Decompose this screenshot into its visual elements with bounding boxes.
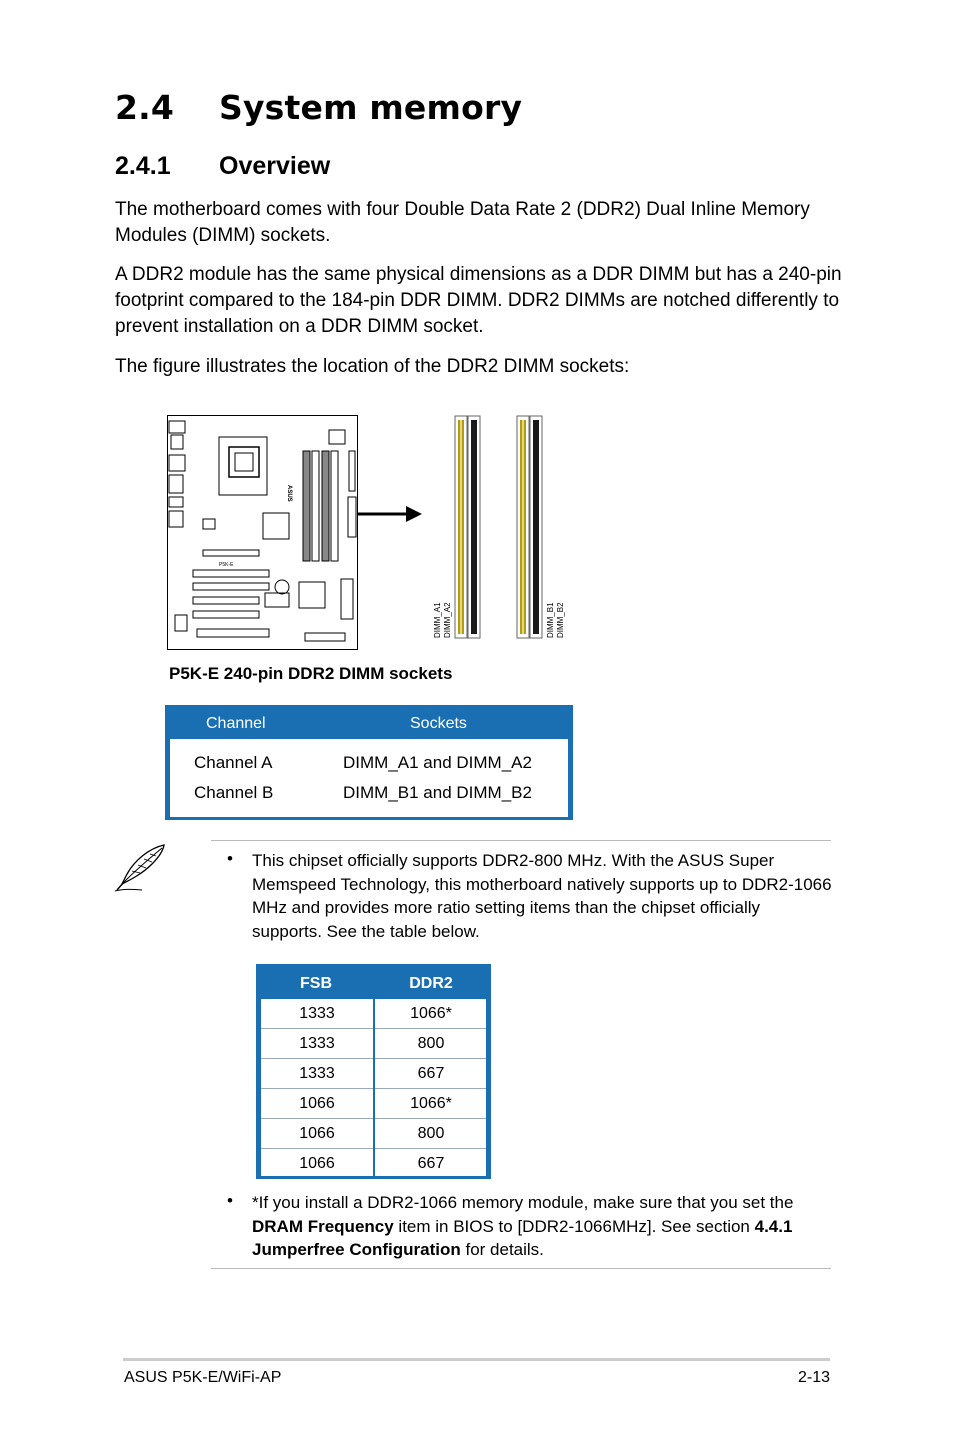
fsb-table-body — [261, 999, 486, 1176]
footer-rule — [123, 1358, 830, 1361]
table-cell: 800 — [417, 1125, 445, 1142]
label-dimm-a1: DIMM_A1 — [433, 602, 442, 638]
fsb-ddr2-table — [256, 964, 491, 1179]
table-cell: Channel A — [194, 753, 273, 772]
note-text-segment: for details. — [460, 1240, 544, 1259]
table-cell: 1333 — [299, 1035, 335, 1052]
paragraph-figure-intro: The figure illustrates the location of the DDR2 DIMM sockets: — [115, 356, 630, 377]
footer-product-name: ASUS P5K-E/WiFi-AP — [124, 1369, 282, 1386]
bullet-marker: • — [227, 849, 233, 868]
subsection-heading — [115, 152, 330, 181]
fsb-table-header — [259, 967, 488, 997]
label-dimm-b1: DIMM_B1 — [546, 602, 555, 638]
slot-dimm-a1 — [455, 416, 467, 638]
table-cell: 667 — [417, 1065, 445, 1082]
feather-pen-icon — [112, 842, 170, 894]
note-item-2 — [252, 1191, 832, 1262]
slot-dimm-b2 — [530, 416, 542, 638]
section-number: 2.4 — [115, 88, 175, 127]
table-cell: 1333 — [299, 1065, 335, 1082]
table-cell: DIMM_A1 and DIMM_A2 — [343, 753, 532, 772]
label-dimm-a2: DIMM_A2 — [443, 602, 452, 638]
table-cell: Channel B — [194, 783, 274, 802]
table-cell: 800 — [417, 1035, 445, 1052]
board-model-label: P5K-E — [219, 562, 234, 568]
subsection-number: 2.4.1 — [115, 152, 171, 180]
channel-table-header — [168, 708, 570, 738]
section-title: System memory — [219, 88, 523, 127]
figure-caption: P5K-E 240-pin DDR2 DIMM sockets — [169, 664, 453, 683]
table-cell: 1333 — [299, 1005, 335, 1022]
note-top-rule — [211, 840, 831, 841]
header-fsb: FSB — [300, 975, 332, 992]
table-cell: 1066* — [410, 1095, 452, 1112]
channel-table-body — [170, 739, 568, 817]
pointer-arrow — [358, 502, 424, 526]
table-cell: DIMM_B1 and DIMM_B2 — [343, 783, 532, 802]
subsection-title: Overview — [219, 152, 331, 180]
footer-page-number: 2-13 — [797, 1369, 830, 1386]
note-bottom-rule — [211, 1268, 831, 1269]
paragraph-intro: The motherboard comes with four Double Data Rate 2 (DDR2) Dual Inline Memory Modules (DIMM) sockets. — [115, 199, 810, 246]
label-dimm-b2: DIMM_B2 — [556, 602, 565, 638]
slot-dimm-b1 — [517, 416, 529, 638]
note-text-segment: *If you install a DDR2-1066 memory module, make sure that you set the — [252, 1193, 794, 1212]
board-logo: ASUS — [286, 485, 292, 502]
table-cell: 1066 — [299, 1095, 335, 1112]
dimm-slots-detail — [430, 414, 580, 642]
motherboard-diagram — [167, 415, 359, 651]
header-ddr2: DDR2 — [409, 975, 453, 992]
note-bold-segment: 4.4.1 Jumperfree Configuration — [252, 1216, 793, 1259]
table-cell: 1066* — [410, 1005, 452, 1022]
paragraph-ddr2: A DDR2 module has the same physical dimensions as a DDR DIMM but has a 240-pin footprint compared to the 184-pin DDR DIMM. DDR2 DIMMs are notched differently to prevent installation on a DDR DIMM socket. — [115, 264, 842, 337]
header-sockets: Sockets — [410, 715, 467, 732]
bullet-marker: • — [227, 1191, 233, 1210]
table-cell: 1066 — [299, 1125, 335, 1142]
note-item-1: This chipset officially supports DDR2-800 MHz. With the ASUS Super Memspeed Technology, this motherboard natively supports up to DDR2-1066 MHz and provides more ratio setting items than the chipset officially supports. See the table below. — [252, 851, 832, 941]
note-text-segment: item in BIOS to [DDR2-1066MHz]. See section — [393, 1216, 755, 1236]
section-heading — [115, 88, 522, 127]
column-separator — [373, 999, 375, 1176]
table-cell: 667 — [417, 1155, 445, 1172]
header-channel: Channel — [206, 715, 266, 732]
slot-dimm-a2 — [468, 416, 480, 638]
note-bold-segment: DRAM Frequency — [252, 1216, 394, 1236]
channel-table — [165, 705, 573, 820]
table-cell: 1066 — [299, 1155, 335, 1172]
